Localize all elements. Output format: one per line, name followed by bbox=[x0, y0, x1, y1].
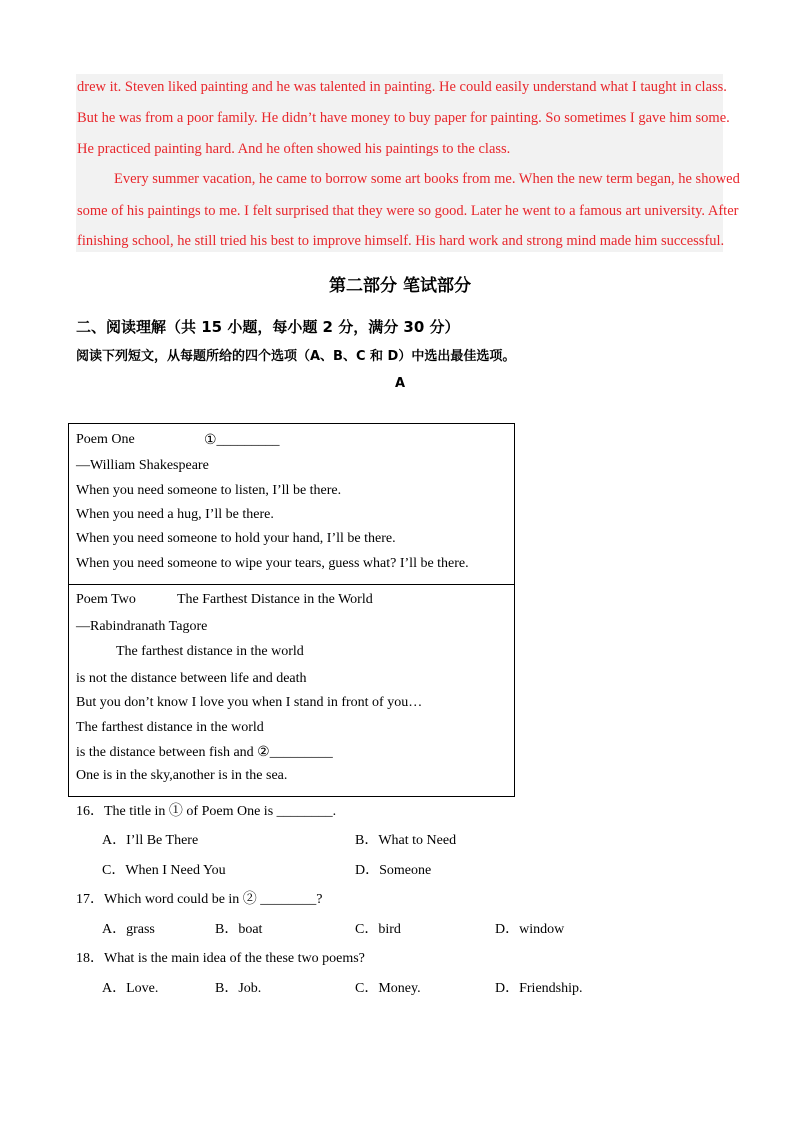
poem-two-line: One is in the sky,another is in the sea. bbox=[76, 768, 288, 783]
section-instruction: 阅读下列短文，从每题所给的四个选项（A、B、C 和 D）中选出最佳选项。 bbox=[76, 349, 516, 364]
poem-divider bbox=[69, 584, 514, 585]
poem-two-line: is not the distance between life and death bbox=[76, 671, 307, 686]
poem-two-line: is the distance between fish and ②_________ bbox=[76, 745, 333, 760]
option-18d[interactable]: D．Friendship. bbox=[495, 981, 583, 996]
question-17: 17．Which word could be in ② ________? bbox=[76, 892, 323, 907]
option-16b[interactable]: B．What to Need bbox=[355, 833, 457, 848]
passage-line: finishing school, he still tried his best to improve himself. His hard work and strong mind made him successful. bbox=[77, 233, 725, 249]
option-16d[interactable]: D．Someone bbox=[355, 863, 432, 878]
poem-one-line: When you need a hug, I’ll be there. bbox=[76, 507, 274, 522]
option-17c[interactable]: C．bird bbox=[355, 922, 401, 937]
poem-one-author: —William Shakespeare bbox=[76, 458, 209, 473]
passage-line: He practiced painting hard. And he often showed his paintings to the class. bbox=[77, 141, 511, 157]
poem-two-author: —Rabindranath Tagore bbox=[76, 619, 208, 634]
passage-highlight bbox=[76, 74, 723, 252]
poem-table bbox=[68, 423, 515, 797]
section-title: 二、阅读理解（共 15 小题，每小题 2 分，满分 30 分） bbox=[76, 318, 460, 336]
option-16c[interactable]: C．When I Need You bbox=[102, 863, 226, 878]
part-title: 第二部分 笔试部分 bbox=[329, 276, 471, 296]
poem-one-blank: ①_________ bbox=[204, 433, 280, 448]
option-17d[interactable]: D．window bbox=[495, 922, 565, 937]
question-16: 16．The title in ① of Poem One is ________. bbox=[76, 804, 337, 819]
poem-two-line: The farthest distance in the world bbox=[116, 644, 304, 659]
option-18c[interactable]: C．Money. bbox=[355, 981, 421, 996]
option-17b[interactable]: B．boat bbox=[215, 922, 263, 937]
poem-two-line: But you don’t know I love you when I stand in front of you… bbox=[76, 695, 423, 710]
poem-two-title: The Farthest Distance in the World bbox=[177, 592, 373, 607]
poem-one-label: Poem One bbox=[76, 432, 135, 447]
poem-one-line: When you need someone to wipe your tears, guess what? I’ll be there. bbox=[76, 556, 469, 571]
passage-line: some of his paintings to me. I felt surprised that they were so good. Later he went to a famous art university. After bbox=[77, 203, 739, 219]
question-18: 18．What is the main idea of the these two poems? bbox=[76, 951, 365, 966]
poem-two-line: The farthest distance in the world bbox=[76, 720, 264, 735]
poem-one-line: When you need someone to hold your hand, I’ll be there. bbox=[76, 531, 396, 546]
option-18a[interactable]: A．Love. bbox=[102, 981, 159, 996]
option-16a[interactable]: A．I’ll Be There bbox=[102, 833, 199, 848]
passage-line: But he was from a poor family. He didn’t have money to buy paper for painting. So sometimes I gave him some. bbox=[77, 110, 730, 126]
poem-two-label: Poem Two bbox=[76, 592, 136, 607]
option-18b[interactable]: B．Job. bbox=[215, 981, 262, 996]
option-17a[interactable]: A．grass bbox=[102, 922, 155, 937]
passage-line: Every summer vacation, he came to borrow some art books from me. When the new term began, he showed bbox=[114, 171, 740, 187]
passage-line: drew it. Steven liked painting and he was talented in painting. He could easily understand what I taught in class. bbox=[77, 79, 727, 95]
poem-one-line: When you need someone to listen, I’ll be there. bbox=[76, 483, 342, 498]
passage-label: A bbox=[394, 376, 406, 391]
